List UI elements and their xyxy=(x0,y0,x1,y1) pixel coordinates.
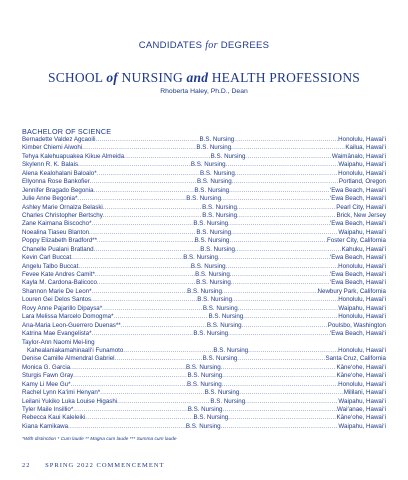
graduate-name: Monica G. Garcia xyxy=(22,363,71,371)
list-item xyxy=(22,246,386,254)
degree: B.S. Nursing xyxy=(193,414,229,422)
dot-leader xyxy=(222,381,338,389)
degree: B.S. Nursing xyxy=(206,321,242,329)
dot-leader xyxy=(124,153,210,161)
dot-leader xyxy=(235,246,342,254)
dot-leader xyxy=(95,271,195,279)
school-title-and: and xyxy=(186,70,209,85)
list-item xyxy=(22,279,386,287)
dot-leader xyxy=(221,195,330,203)
graduate-name: Louren Gei Delos Santos xyxy=(22,296,92,304)
page-footer xyxy=(22,462,164,469)
honors-footnote: *With distinction * Cum laude ** Magna cum laude *** Summa cum laude xyxy=(22,437,177,442)
hometown: ‘Ewa Beach, Hawai‘i xyxy=(329,220,386,228)
dot-leader xyxy=(230,271,330,279)
graduate-name: Lara Melissa Marcelo Domogma* xyxy=(22,313,114,321)
dot-leader xyxy=(248,347,338,355)
graduate-name: Jennifer Bragado Begonia xyxy=(22,186,94,194)
list-item xyxy=(22,204,386,212)
degree: B.S. Nursing xyxy=(190,262,226,270)
degree: B.S. Nursing xyxy=(193,330,229,338)
dot-leader xyxy=(91,220,193,228)
graduate-name: Poppy Elizabeth Bradford** xyxy=(22,237,97,245)
dot-leader xyxy=(73,406,188,414)
dot-leader xyxy=(78,263,191,271)
hometown: Honolulu, Hawai‘i xyxy=(338,313,386,321)
hometown: Waipahu, Hawai‘i xyxy=(338,422,386,430)
dot-leader xyxy=(229,187,330,195)
dot-leader xyxy=(221,423,339,431)
header-degrees: DEGREES xyxy=(220,40,270,51)
graduate-name: Shannon Marie De Leon* xyxy=(22,287,92,295)
dot-leader xyxy=(100,389,204,397)
graduate-name: Ellyonna Rose Bankofier xyxy=(22,178,90,186)
dot-leader xyxy=(91,330,193,338)
graduate-name: Tyler Maile Insillio* xyxy=(22,406,74,413)
graduate-name: Fevee Kate Andres Camit* xyxy=(22,271,95,278)
graduate-name: Kiana Kamikawa xyxy=(22,422,69,430)
dot-leader xyxy=(245,398,338,406)
dot-leader xyxy=(221,364,337,372)
dot-leader xyxy=(121,322,207,330)
hometown: Honolulu, Hawai‘i xyxy=(338,136,386,143)
school-title xyxy=(0,70,408,86)
list-item xyxy=(22,381,386,389)
degree: B.S. Nursing xyxy=(208,313,244,321)
list-item xyxy=(22,178,386,186)
header-for: for xyxy=(205,40,218,51)
graduate-name: Noealina Tiaseu Blanton xyxy=(22,228,90,236)
degree: B.S. Nursing xyxy=(196,228,232,236)
dot-leader xyxy=(231,144,345,152)
degree: B.S. Nursing xyxy=(186,195,222,203)
dot-leader xyxy=(85,414,193,422)
list-item xyxy=(22,389,386,397)
graduate-name: Tehya Kalehuapuakea Kikue Almeida xyxy=(22,152,125,160)
hometown: Honolulu, Hawai‘i xyxy=(338,169,386,177)
list-item xyxy=(22,330,386,338)
dot-leader xyxy=(90,178,197,186)
school-title-of: of xyxy=(106,70,118,85)
hometown: Foster City, California xyxy=(326,237,386,245)
hometown: ‘Ewa Beach, Hawai‘i xyxy=(329,254,386,262)
graduate-list xyxy=(22,136,386,431)
graduate-name: Rebecca Kaui Kaleleiki xyxy=(22,414,86,422)
dot-leader xyxy=(89,229,196,237)
dot-leader xyxy=(218,254,330,262)
degree: B.S. Nursing xyxy=(196,144,232,152)
list-item xyxy=(22,322,386,330)
dot-leader xyxy=(78,161,191,169)
dot-leader xyxy=(117,398,210,406)
degree: B.S. Nursing xyxy=(199,136,235,143)
school-title-part3: HEALTH PROFESSIONS xyxy=(211,70,360,85)
list-item xyxy=(22,220,386,228)
dot-leader xyxy=(245,153,331,161)
graduate-name: Kevin Carl Buccat xyxy=(22,254,72,262)
graduate-name: Taylor-Ann Naomi Mei-ling xyxy=(22,338,95,346)
hometown: ‘Ewa Beach, Hawai‘i xyxy=(329,186,386,194)
dot-leader xyxy=(115,355,203,363)
school-title-part1: SCHOOL xyxy=(48,70,103,85)
footer-title: SPRING 2022 COMMENCEMENT xyxy=(45,462,165,469)
dot-leader xyxy=(223,406,338,414)
hometown: Portland, Oregon xyxy=(338,178,386,186)
hometown: Waipahu, Hawai‘i xyxy=(338,397,386,405)
graduate-name: Charles Christopher Bertschy xyxy=(22,211,103,219)
hometown: Waipahu, Hawai‘i xyxy=(338,228,386,236)
degree: B.S. Nursing xyxy=(194,186,230,194)
degree: B.S. Nursing xyxy=(210,152,246,160)
section-title: BACHELOR OF SCIENCE xyxy=(22,127,112,136)
dot-leader xyxy=(113,313,208,321)
list-item xyxy=(22,144,386,152)
list-item xyxy=(22,364,386,372)
dot-leader xyxy=(94,246,201,254)
dot-leader xyxy=(237,204,336,212)
list-item xyxy=(22,406,386,414)
dot-leader xyxy=(97,237,195,245)
graduate-name: Leilani Yukiko Luka Louise Higashi xyxy=(22,397,118,405)
degree: B.S. Nursing xyxy=(183,254,218,262)
dot-leader xyxy=(238,305,339,313)
graduate-name: Angelu Talbo Buccat xyxy=(22,262,79,270)
graduate-name: Rachel Lynn Ka‘imi Henyan* xyxy=(22,389,101,397)
hometown: Kailua, Hawai‘i xyxy=(345,144,386,152)
degree: B.S. Nursing xyxy=(187,372,223,380)
graduate-name: Kamy Li Mee Gu* xyxy=(22,380,71,388)
dot-leader xyxy=(229,237,327,245)
list-item xyxy=(22,313,386,321)
list-item xyxy=(22,296,386,304)
dot-leader xyxy=(232,296,338,304)
graduate-name: Denise Camille Almendral Gabriel xyxy=(22,355,115,363)
degree: B.S. Nursing xyxy=(204,389,240,397)
dot-leader xyxy=(228,220,330,228)
hometown: Santa Cruz, California xyxy=(325,355,386,363)
degree: B.S. Nursing xyxy=(213,346,249,354)
dot-leader xyxy=(103,212,202,220)
list-item xyxy=(22,288,386,296)
hometown: Honolulu, Hawai‘i xyxy=(338,296,386,304)
hometown: Kāne‘ohe, Hawai‘i xyxy=(336,372,386,380)
dot-leader xyxy=(77,195,186,203)
graduate-name: Ana-Maria Leon-Guerrero Duenas** xyxy=(22,321,121,329)
degree: B.S. Nursing xyxy=(202,304,238,312)
hometown: Waipahu, Hawai‘i xyxy=(338,304,386,312)
degree: B.S. Nursing xyxy=(185,422,221,430)
graduate-name: Katrina Mae Evangelista* xyxy=(22,330,92,338)
graduate-name: Bernadette Valdez Agcaoili xyxy=(22,136,96,143)
list-item xyxy=(22,187,386,195)
dot-leader xyxy=(235,170,338,178)
header-candidates: CANDIDATES xyxy=(138,40,203,51)
hometown: Kahuku, Hawai‘i xyxy=(341,245,386,253)
hometown: Newbury Park, California xyxy=(317,287,386,295)
dot-leader xyxy=(68,423,186,431)
hometown: ‘Ewa Beach, Hawai‘i xyxy=(329,195,386,203)
dot-leader xyxy=(94,187,195,195)
hometown: ‘Ewa Beach, Hawai‘i xyxy=(329,330,386,338)
list-item xyxy=(22,254,386,262)
degree: B.S. Nursing xyxy=(197,296,233,304)
degree: B.S. Nursing xyxy=(196,178,232,186)
dot-leader xyxy=(222,288,318,296)
hometown: Waipahu, Hawai‘i xyxy=(338,161,386,169)
list-item xyxy=(22,423,386,431)
dot-leader xyxy=(96,136,200,144)
graduate-name: Alena Kealohalani Baloalo* xyxy=(22,169,97,177)
list-item xyxy=(22,372,386,380)
graduate-name: Chanelle Pualani Bratland xyxy=(22,245,94,253)
hometown: Pearl City, Hawai‘i xyxy=(336,203,386,211)
dot-leader xyxy=(232,178,339,186)
degree: B.S. Nursing xyxy=(202,203,237,211)
graduate-name: Kahealaniakamahinaali‘i Funamoto xyxy=(27,346,124,354)
dot-leader xyxy=(103,204,202,212)
dot-leader xyxy=(228,414,336,422)
hometown: Kāne‘ohe, Hawai‘i xyxy=(336,363,386,371)
dot-leader xyxy=(92,288,188,296)
hometown: Poulsbo, Washington xyxy=(327,321,386,329)
list-item xyxy=(22,153,386,161)
dot-leader xyxy=(97,279,196,287)
dot-leader xyxy=(226,263,339,271)
list-item xyxy=(22,237,386,245)
list-item xyxy=(22,263,386,271)
hometown: Mililani, Hawai‘i xyxy=(343,389,386,397)
list-item xyxy=(22,305,386,313)
dot-leader xyxy=(71,381,187,389)
list-item xyxy=(22,161,386,169)
dot-leader xyxy=(73,372,187,380)
list-item xyxy=(22,271,386,279)
degree: B.S. Nursing xyxy=(195,271,230,278)
degree: B.S. Nursing xyxy=(190,161,226,169)
hometown: Honolulu, Hawai‘i xyxy=(338,346,386,354)
dot-leader xyxy=(237,212,336,220)
degree: B.S. Nursing xyxy=(200,169,235,177)
dot-leader xyxy=(231,229,338,237)
graduate-name: Zane Kaimana Biscocho* xyxy=(22,220,92,228)
list-item xyxy=(22,136,386,144)
degree: B.S. Nursing xyxy=(194,237,230,245)
hometown: ‘Ewa Beach, Hawai‘i xyxy=(329,271,386,278)
dot-leader xyxy=(123,347,213,355)
list-item xyxy=(22,414,386,422)
hometown: Honolulu, Hawai‘i xyxy=(338,262,386,270)
page-header xyxy=(0,40,408,51)
dot-leader xyxy=(237,355,325,363)
list-item xyxy=(22,170,386,178)
dot-leader xyxy=(239,389,343,397)
dot-leader xyxy=(82,144,196,152)
dot-leader xyxy=(91,296,197,304)
dot-leader xyxy=(102,305,203,313)
graduate-name: Skylenn R. K. Balais xyxy=(22,161,79,169)
hometown: Honolulu, Hawai‘i xyxy=(338,380,386,388)
hometown: Kāne‘ohe, Hawai‘i xyxy=(336,414,386,422)
dot-leader xyxy=(97,170,200,178)
dot-leader xyxy=(228,330,330,338)
hometown: Wai‘anae, Hawai‘i xyxy=(337,406,386,413)
graduate-name: Kimber Chiemi Aiwohi xyxy=(22,144,83,152)
dot-leader xyxy=(234,136,338,144)
graduate-name: Kayla M. Cardona-Balicoco xyxy=(22,279,97,287)
list-item xyxy=(22,212,386,220)
graduate-name: Julie Anne Begonia* xyxy=(22,195,78,203)
list-item xyxy=(22,195,386,203)
hometown: Waimānalo, Hawai‘i xyxy=(331,152,386,160)
degree: B.S. Nursing xyxy=(202,211,238,219)
degree: B.S. Nursing xyxy=(185,363,221,371)
list-item xyxy=(22,339,386,347)
list-item xyxy=(22,398,386,406)
dot-leader xyxy=(231,279,330,287)
degree: B.S. Nursing xyxy=(186,380,222,388)
dot-leader xyxy=(243,313,338,321)
degree: B.S. Nursing xyxy=(187,406,223,413)
degree: B.S. Nursing xyxy=(193,220,229,228)
graduate-name: Sturgis Fawn Gray xyxy=(22,372,74,380)
list-item xyxy=(22,355,386,363)
dot-leader xyxy=(242,322,328,330)
degree: B.S. Nursing xyxy=(200,245,235,253)
degree: B.S. Nursing xyxy=(196,279,231,287)
dot-leader xyxy=(222,372,336,380)
graduate-name: Rovy Anne Pajarillo Dipaysa* xyxy=(22,304,103,312)
hometown: ‘Ewa Beach, Hawai‘i xyxy=(329,279,386,287)
list-item xyxy=(22,347,386,355)
school-title-part2: NURSING xyxy=(121,70,183,85)
hometown: Brick, New Jersey xyxy=(336,211,386,219)
degree: B.S. Nursing xyxy=(202,355,238,363)
degree: B.S. Nursing xyxy=(210,397,246,405)
graduate-name: Ashley Marie Ornalza Belaski xyxy=(22,203,103,211)
dot-leader xyxy=(71,254,183,262)
dot-leader xyxy=(70,364,186,372)
dot-leader xyxy=(226,161,339,169)
page-number: 22 xyxy=(22,462,31,469)
degree: B.S. Nursing xyxy=(187,287,222,295)
dean-name: Rhoberta Haley, Ph.D., Dean xyxy=(160,88,248,95)
list-item xyxy=(22,229,386,237)
